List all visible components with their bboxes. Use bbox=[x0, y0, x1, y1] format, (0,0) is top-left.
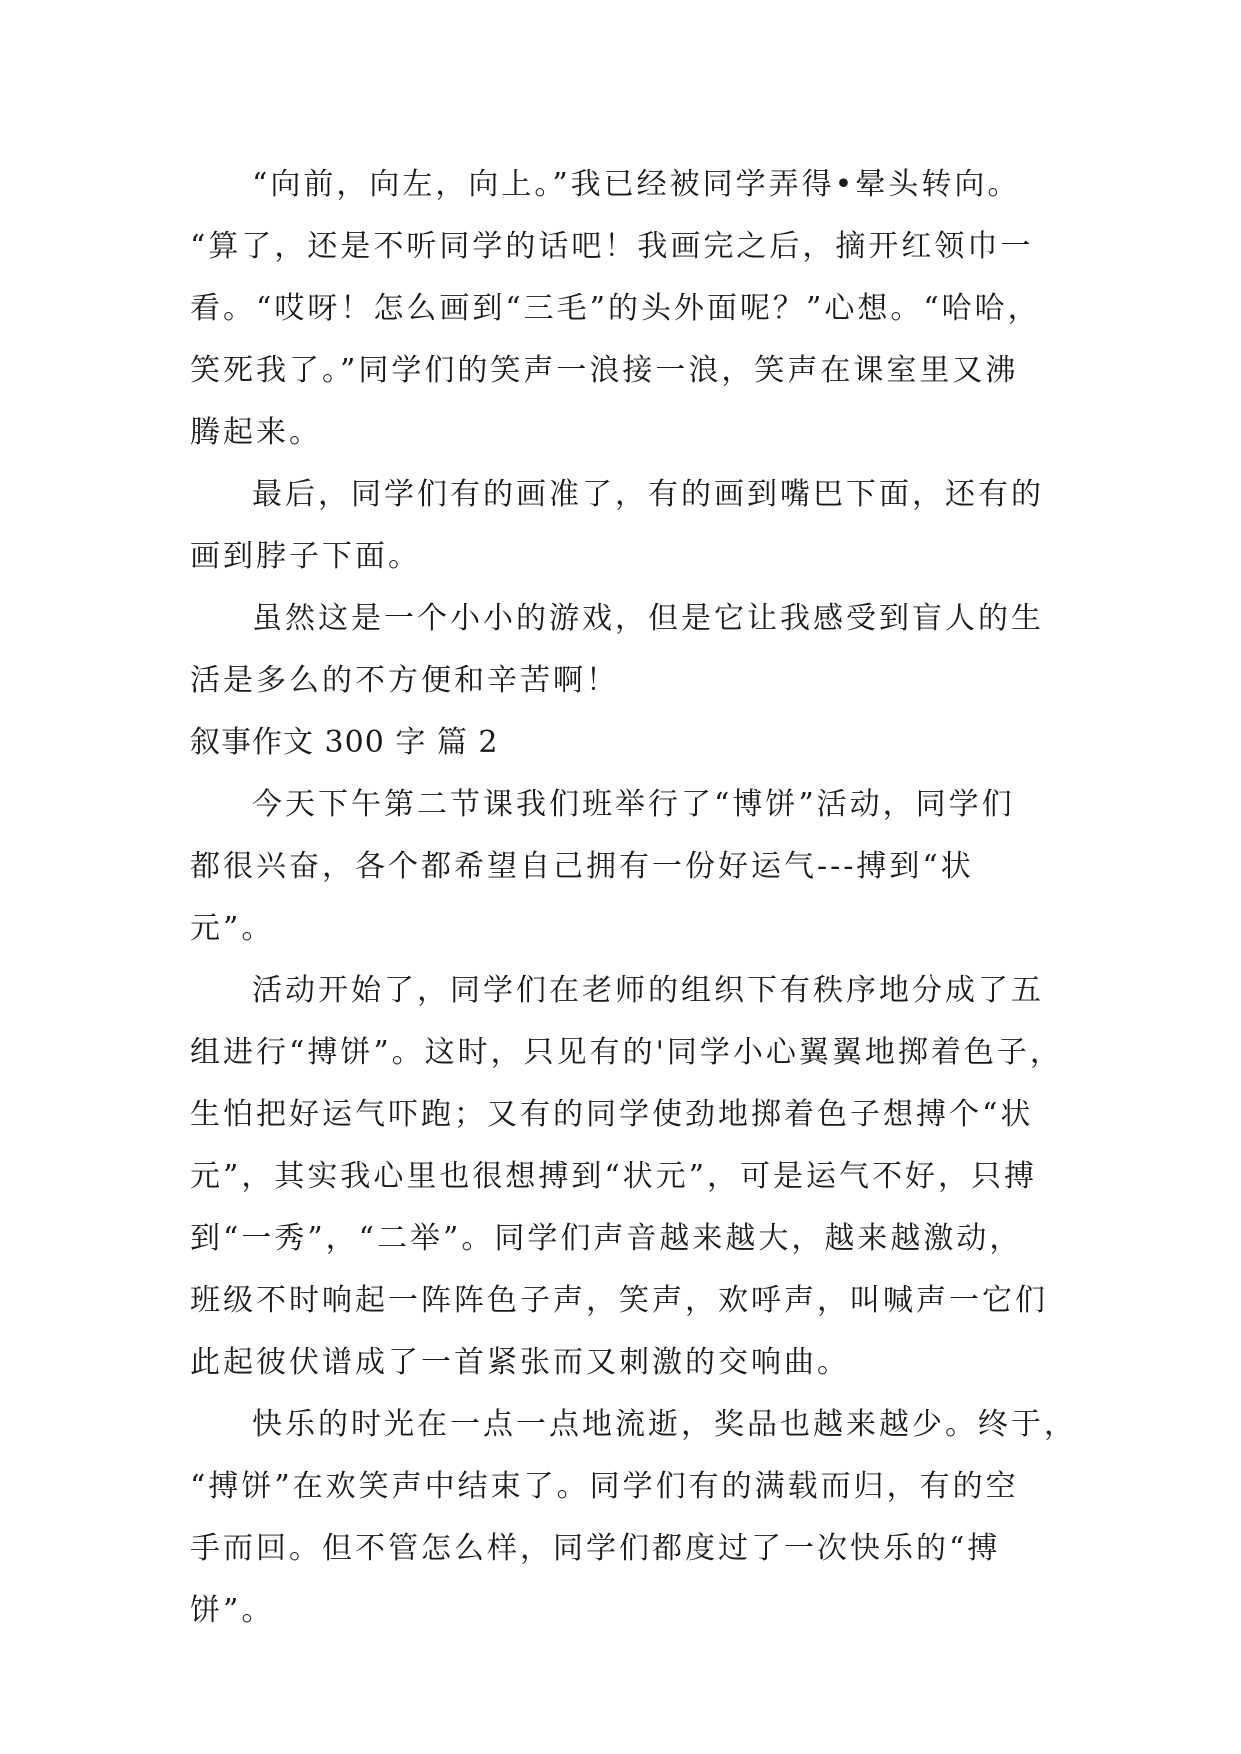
paragraph-line: 饼”。 bbox=[190, 1593, 275, 1628]
paragraph-line: “算了，还是不听同学的话吧！我画完之后，摘开红领巾一 bbox=[190, 229, 1034, 264]
paragraph-line: 元”。 bbox=[190, 911, 275, 946]
paragraph-line: 活是多么的不方便和辛苦啊！ bbox=[190, 663, 619, 698]
paragraph-line: 画到脖子下面。 bbox=[190, 539, 421, 574]
paragraph-line: 元”，其实我心里也很想搏到“状元”，可是运气不好，只搏 bbox=[190, 1159, 1038, 1194]
paragraph-line: 腾起来。 bbox=[190, 415, 322, 450]
paragraph-line: 快乐的时光在一点一点地流逝，奖品也越来越少。终于， bbox=[252, 1407, 1077, 1442]
paragraph-line: 都很兴奋，各个都希望自己拥有一份好运气---搏到“状 bbox=[190, 849, 974, 884]
paragraph-line: 今天下午第二节课我们班举行了“博饼”活动，同学们 bbox=[252, 787, 1015, 822]
paragraph-line: 班级不时响起一阵阵色子声，笑声，欢呼声，叫喊声一它们 bbox=[190, 1283, 1048, 1318]
paragraph-line: 手而回。但不管怎么样，同学们都度过了一次快乐的“搏 bbox=[190, 1531, 1001, 1566]
paragraph-line: 虽然这是一个小小的游戏，但是它让我感受到盲人的生 bbox=[252, 601, 1044, 636]
paragraph-line: 此起彼伏谱成了一首紧张而又刺激的交响曲。 bbox=[190, 1345, 850, 1380]
paragraph-line: 笑死我了。”同学们的笑声一浪接一浪，笑声在课室里又沸 bbox=[190, 353, 1019, 388]
paragraph-line: 到“一秀”，“二举”。同学们声音越来越大，越来越激动， bbox=[190, 1221, 1023, 1256]
essay-body bbox=[190, 154, 1090, 1642]
paragraph-line: 组进行“搏饼”。这时，只见有的'同学小心翼翼地掷着色子， bbox=[190, 1035, 1063, 1070]
paragraph-line: 活动开始了，同学们在老师的组织下有秩序地分成了五 bbox=[252, 973, 1044, 1008]
paragraph-line: “向前，向左，向上。”我已经被同学弄得•晕头转向。 bbox=[252, 167, 1021, 202]
paragraph-line: 看。“哎呀！怎么画到“三毛”的头外面呢？”心想。“哈哈， bbox=[190, 291, 1041, 326]
section-heading: 叙事作文 300 字 篇 2 bbox=[190, 725, 499, 760]
paragraph-line: “搏饼”在欢笑声中结束了。同学们有的满载而归，有的空 bbox=[190, 1469, 1019, 1504]
paragraph-line: 最后，同学们有的画准了，有的画到嘴巴下面，还有的 bbox=[252, 477, 1044, 512]
paragraph-line: 生怕把好运气吓跑；又有的同学使劲地掷着色子想搏个“状 bbox=[190, 1097, 1034, 1132]
